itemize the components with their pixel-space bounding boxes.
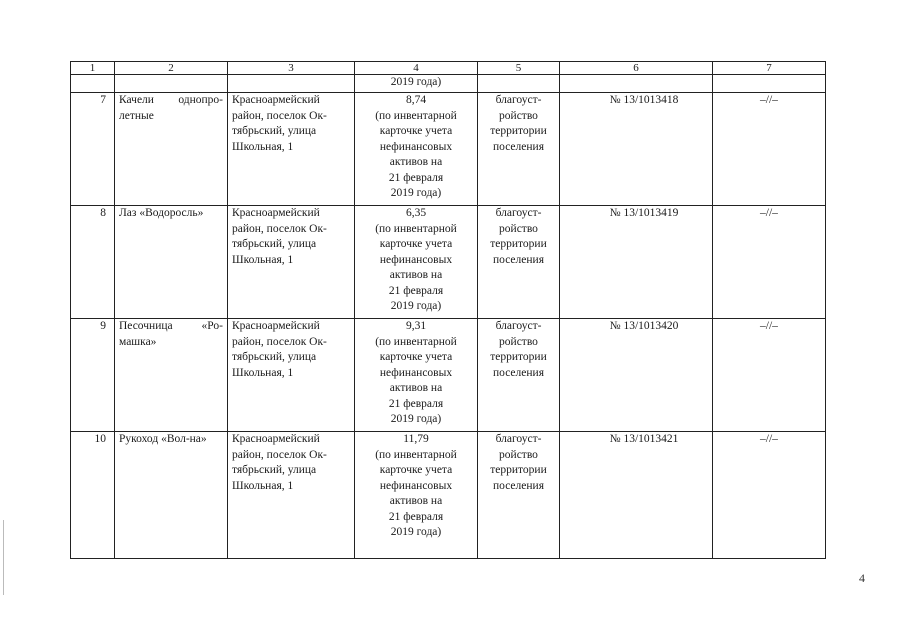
purpose-line: территории — [490, 238, 547, 250]
value-line: 21 февраля — [388, 284, 444, 297]
value-line: 21 февраля — [388, 397, 444, 410]
purpose-line: ройство — [499, 109, 538, 122]
column-header: 4 — [355, 62, 478, 75]
value-line: нефинансовых — [379, 140, 453, 153]
value-line: активов на — [389, 156, 443, 168]
table-cell — [71, 75, 115, 93]
value-line: 2019 года) — [390, 187, 442, 199]
value-line: 2019 года) — [390, 526, 442, 538]
value-line: (по инвентарной — [375, 222, 457, 235]
value-line: активов на — [389, 382, 443, 394]
inventory-number: № 13/1013421 — [560, 432, 713, 559]
purpose-line: поселения — [493, 140, 544, 153]
object-value — [355, 319, 478, 432]
ditto-mark: –//– — [713, 432, 826, 559]
value-line: (по инвентарной — [375, 109, 457, 122]
purpose-line: ройство — [499, 335, 538, 348]
table-cell — [560, 75, 713, 93]
object-name: Песочница «Ро-машка» — [115, 319, 228, 432]
value-line: карточке учета — [379, 125, 453, 137]
object-value — [355, 206, 478, 319]
column-header: 2 — [115, 62, 228, 75]
ditto-mark: –//– — [713, 319, 826, 432]
value-continuation: 2019 года) — [355, 75, 478, 93]
column-number-row — [71, 62, 826, 75]
column-header: 1 — [71, 62, 115, 75]
table-cell — [115, 75, 228, 93]
object-purpose — [478, 206, 560, 319]
table-cell — [228, 75, 355, 93]
value-line: карточке учета — [379, 464, 453, 476]
scan-edge-mark — [3, 520, 4, 595]
ditto-mark: –//– — [713, 93, 826, 206]
value-line: 2019 года) — [390, 413, 442, 425]
row-number: 9 — [71, 319, 115, 432]
value-line: активов на — [389, 495, 443, 507]
object-address: Красноармейский район, поселок Ок-тябрьский, улица Школьная, 1 — [228, 93, 355, 206]
value-line: (по инвентарной — [375, 335, 457, 348]
value-line: 11,79 — [403, 433, 429, 445]
page-number: 4 — [859, 571, 865, 585]
object-address: Красноармейский район, поселок Ок-тябрьский, улица Школьная, 1 — [228, 206, 355, 319]
value-line: нефинансовых — [379, 253, 453, 266]
purpose-line: благоуст- — [495, 433, 542, 445]
row-number: 10 — [71, 432, 115, 559]
object-name: Рукоход «Вол-на» — [115, 432, 228, 559]
purpose-line: поселения — [493, 253, 544, 266]
value-line: 8,74 — [405, 94, 427, 106]
ditto-mark: –//– — [713, 206, 826, 319]
object-purpose — [478, 319, 560, 432]
purpose-line: ройство — [499, 222, 538, 235]
value-line: 2019 года) — [390, 300, 442, 312]
inventory-number: № 13/1013419 — [560, 206, 713, 319]
value-line: нефинансовых — [379, 366, 453, 379]
column-header: 6 — [560, 62, 713, 75]
property-table — [70, 61, 826, 559]
continuation-row — [71, 75, 826, 93]
value-line: (по инвентарной — [375, 448, 457, 461]
value-line: 6,35 — [405, 207, 427, 219]
value-line: активов на — [389, 269, 443, 281]
object-address: Красноармейский район, поселок Ок-тябрьский, улица Школьная, 1 — [228, 319, 355, 432]
purpose-line: благоуст- — [495, 207, 542, 219]
object-purpose — [478, 93, 560, 206]
table-cell — [478, 75, 560, 93]
purpose-line: поселения — [493, 366, 544, 379]
inventory-number: № 13/1013418 — [560, 93, 713, 206]
inventory-number: № 13/1013420 — [560, 319, 713, 432]
value-line: нефинансовых — [379, 479, 453, 492]
table-row — [71, 93, 826, 206]
row-number: 8 — [71, 206, 115, 319]
value-line: карточке учета — [379, 351, 453, 363]
table-row — [71, 206, 826, 319]
column-header: 5 — [478, 62, 560, 75]
purpose-line: территории — [490, 351, 547, 363]
object-name: Лаз «Водоросль» — [115, 206, 228, 319]
value-line: карточке учета — [379, 238, 453, 250]
object-value — [355, 432, 478, 559]
table-row — [71, 319, 826, 432]
purpose-line: благоуст- — [495, 94, 542, 106]
column-header: 7 — [713, 62, 826, 75]
value-line: 21 февраля — [388, 171, 444, 184]
value-line: 21 февраля — [388, 510, 444, 523]
column-header: 3 — [228, 62, 355, 75]
object-name: Качели однопро-летные — [115, 93, 228, 206]
table-row — [71, 432, 826, 559]
row-number: 7 — [71, 93, 115, 206]
table-cell — [713, 75, 826, 93]
object-address: Красноармейский район, поселок Ок-тябрьский, улица Школьная, 1 — [228, 432, 355, 559]
purpose-line: территории — [490, 125, 547, 137]
purpose-line: ройство — [499, 448, 538, 461]
object-purpose — [478, 432, 560, 559]
purpose-line: поселения — [493, 479, 544, 492]
purpose-line: территории — [490, 464, 547, 476]
purpose-line: благоуст- — [495, 320, 542, 332]
value-line: 9,31 — [405, 320, 427, 332]
object-value — [355, 93, 478, 206]
